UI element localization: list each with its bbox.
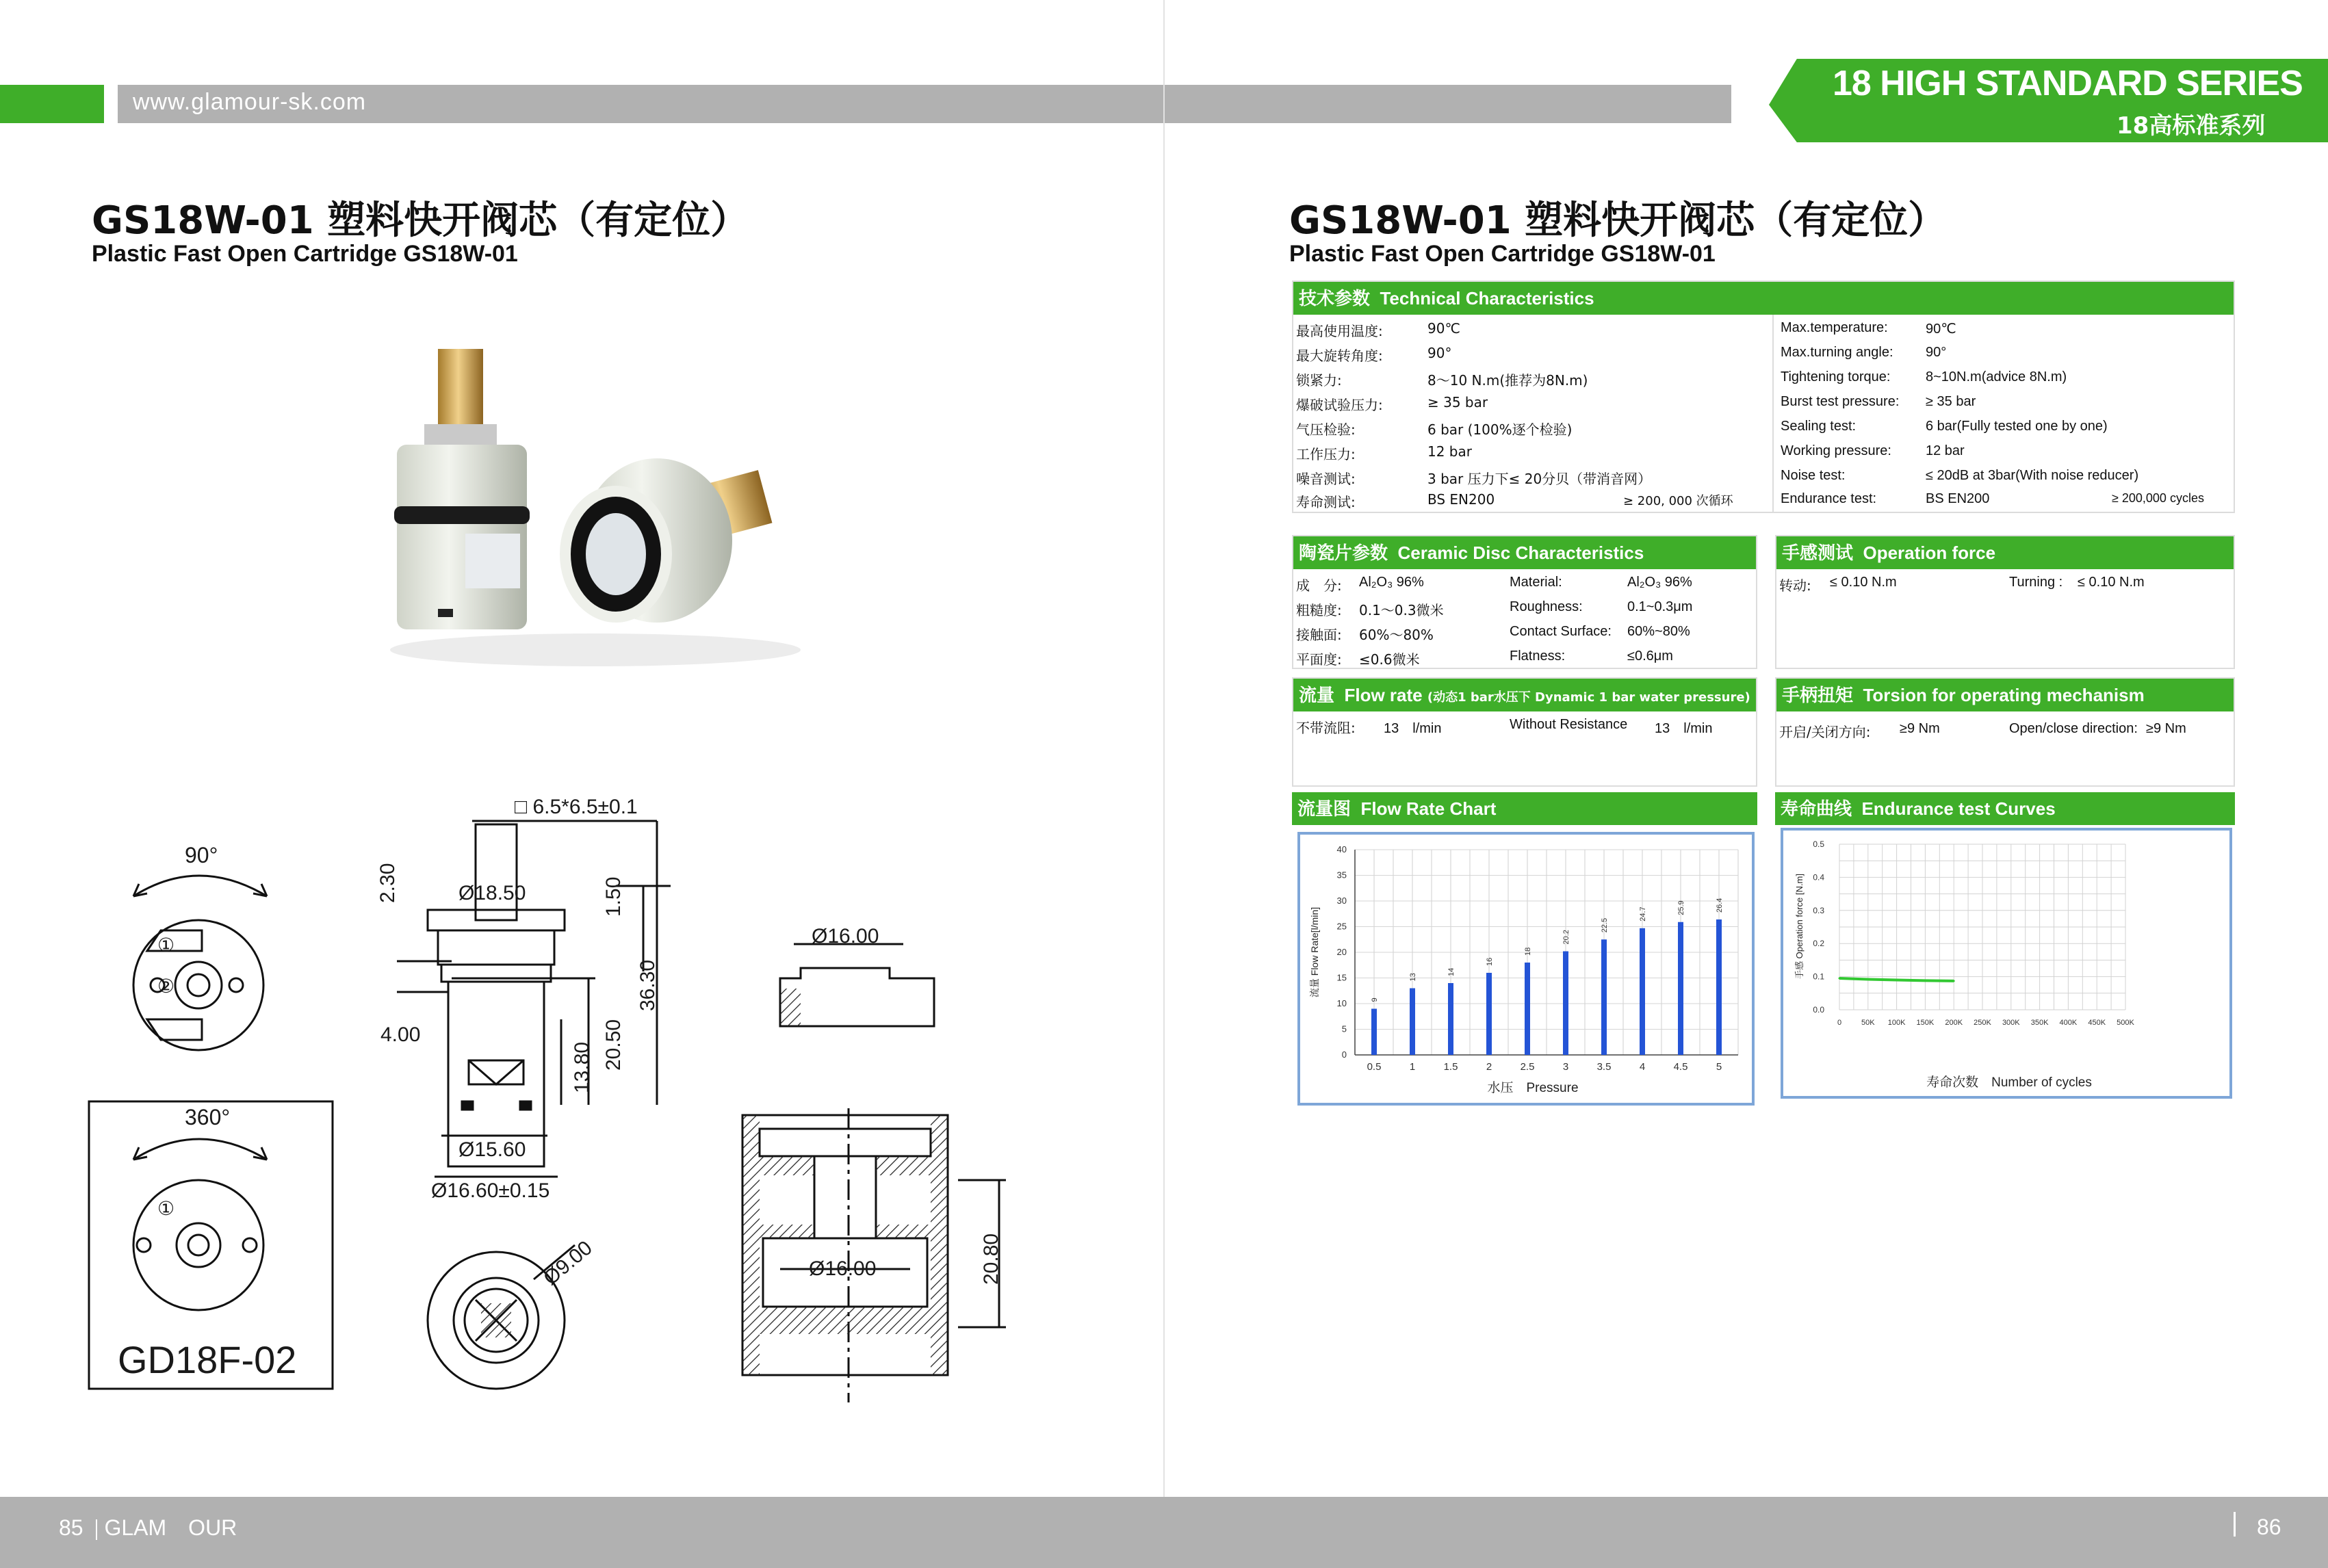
x-tick-label: 2 [1486, 1061, 1492, 1073]
product-photo [370, 335, 890, 677]
tech-row-value-en: ≥ 35 bar [1926, 394, 1976, 409]
dim-d16-00-top: Ø16.00 [812, 925, 879, 948]
right-page-title: GS18W-01 塑料快开阀芯（有定位） [1289, 198, 1947, 243]
x-tick-label: 300K [2002, 1019, 2020, 1027]
torsion-panel-header: 手柄扭矩 Torsion for operating mechanism [1776, 679, 2234, 711]
tech-row-label: 锁紧力: [1296, 372, 1342, 389]
x-tick-label: 3.5 [1596, 1061, 1612, 1073]
tech-row-value-en: BS EN200 [1926, 491, 1990, 506]
tech-row-value: 8～10 N.m(推荐为8N.m) [1427, 372, 1588, 389]
tech-row-value-en: 8~10N.m(advice 8N.m) [1926, 369, 2067, 384]
flow-chart-header: 流量图 Flow Rate Chart [1292, 792, 1757, 825]
dim-d15-60: Ø15.60 [458, 1138, 526, 1161]
bar [1678, 922, 1683, 1055]
dim-d16-60: Ø16.60±0.15 [431, 1179, 550, 1202]
y-tick-label: 0.1 [1813, 971, 1824, 982]
operation-panel-header: 手感测试 Operation force [1776, 536, 2234, 569]
data-point [1839, 978, 1841, 980]
footer-bar [0, 1497, 2328, 1568]
x-tick-label: 450K [2088, 1019, 2106, 1027]
y-tick-label: 30 [1336, 896, 1347, 906]
torsion-panel [1775, 677, 2235, 787]
ceramic-row-label-en: Contact Surface: [1510, 624, 1612, 639]
tech-row-label: 气压检验: [1296, 421, 1356, 438]
dim-d16-00-section: Ø16.00 [809, 1257, 877, 1280]
bar-value-label: 13 [1409, 973, 1417, 982]
y-tick-label: 0.4 [1813, 872, 1824, 883]
footer-left [59, 1511, 237, 1542]
y-tick-label: 25 [1336, 921, 1347, 932]
flow-label: 不带流阻: [1296, 720, 1356, 736]
endurance-chart [1781, 828, 2232, 1099]
tech-row-label: 寿命测试: [1296, 494, 1356, 510]
x-tick-label: 400K [2059, 1019, 2078, 1027]
y-tick-label: 0 [1341, 1049, 1347, 1060]
dim-1-50: 1.50 [602, 876, 625, 917]
x-tick-label: 4 [1639, 1061, 1646, 1073]
tech-row-value: 12 bar [1427, 443, 1472, 460]
tech-row-label-en: Max.turning angle: [1781, 345, 1893, 360]
torsion-value: ≥9 Nm [1900, 721, 1940, 736]
operation-label: 转动: [1779, 577, 1811, 594]
position-1-marker-360: ① [157, 1198, 175, 1219]
tech-row-extra: ≥ 200, 000 次循环 [1623, 494, 1733, 508]
bar [1601, 939, 1607, 1055]
endurance-chart-svg [1783, 831, 2229, 1096]
ceramic-row-label-en: Material: [1510, 575, 1562, 590]
dim-36-30: 36.30 [636, 959, 659, 1011]
x-tick-label: 150K [1916, 1019, 1935, 1027]
tech-row-value: ≥ 35 bar [1427, 394, 1488, 410]
ceramic-row-value-en: ≤0.6μm [1627, 649, 1673, 664]
tech-row-value: 90℃ [1427, 320, 1460, 337]
x-tick-label: 2.5 [1520, 1061, 1535, 1073]
flow-value: 13 l/min [1384, 721, 1442, 736]
y-tick-label: 0.3 [1813, 905, 1824, 915]
y-axis-label: 手感 Operation force [N.m] [1794, 874, 1805, 979]
y-tick-label: 40 [1336, 844, 1347, 854]
footer-divider [96, 1519, 97, 1540]
tech-row-label-en: Sealing test: [1781, 419, 1857, 434]
tech-row-label-en: Endurance test: [1781, 491, 1877, 506]
y-tick-label: 0.5 [1813, 839, 1824, 849]
ceramic-row-label: 平面度: [1296, 651, 1342, 668]
bar [1640, 928, 1645, 1055]
flow-value-en: 13 l/min [1655, 721, 1713, 736]
tech-panel [1292, 280, 2235, 513]
flow-panel [1292, 677, 1757, 787]
tech-row-extra-en: ≥ 200,000 cycles [2112, 491, 2204, 505]
y-tick-label: 0.0 [1813, 1005, 1824, 1015]
bar [1448, 983, 1453, 1055]
operation-label-en: Turning : [2009, 575, 2063, 590]
data-point [1953, 980, 1955, 982]
x-tick-label: 1 [1409, 1061, 1416, 1073]
bar [1716, 919, 1722, 1055]
x-tick-label: 0 [1837, 1019, 1842, 1027]
bar-value-label: 20.2 [1562, 930, 1570, 945]
dim-13-80: 13.80 [571, 1041, 593, 1093]
right-page-subtitle: Plastic Fast Open Cartridge GS18W-01 [1289, 241, 1716, 267]
ceramic-row-value-en: 60%~80% [1627, 624, 1690, 639]
ceramic-row-label: 粗糙度: [1296, 602, 1342, 618]
dim-20-80: 20.80 [980, 1233, 1003, 1285]
dim-4-00: 4.00 [380, 1023, 421, 1046]
tech-row-label-en: Burst test pressure: [1781, 394, 1900, 409]
operation-value-en: ≤ 0.10 N.m [2078, 575, 2145, 590]
ceramic-row-value: ≤0.6微米 [1359, 651, 1420, 668]
website-url[interactable]: www.glamour-sk.com [133, 89, 367, 115]
tech-row-value-en: 90° [1926, 345, 1947, 360]
x-axis-label: 寿命次数 Number of cycles [1926, 1075, 2092, 1090]
x-tick-label: 100K [1887, 1019, 1906, 1027]
ceramic-panel-header: 陶瓷片参数 Ceramic Disc Characteristics [1293, 536, 1756, 569]
operation-value: ≤ 0.10 N.m [1830, 575, 1897, 590]
ceramic-row-value: 0.1～0.3微米 [1359, 602, 1444, 618]
bar [1410, 989, 1415, 1056]
ceramic-row-label: 接触面: [1296, 627, 1342, 643]
ceramic-row-value-en: Al₂O₃ 96% [1627, 575, 1692, 590]
bar [1486, 973, 1492, 1055]
tech-row-value-en: ≤ 20dB at 3bar(With noise reducer) [1926, 468, 2139, 483]
x-axis-label: 水压 Pressure [1487, 1081, 1579, 1095]
tech-panel-header: 技术参数 Technical Characteristics [1293, 282, 2234, 315]
dim-20-50: 20.50 [602, 1019, 625, 1071]
bar [1563, 952, 1568, 1056]
y-axis-label: 流量 Flow Rate[l/min] [1309, 906, 1320, 998]
footer-brand: GLAM OUR [104, 1515, 237, 1540]
tech-row-value-en: 90℃ [1926, 322, 1956, 337]
tech-row-value-en: 12 bar [1926, 443, 1965, 458]
y-tick-label: 10 [1336, 998, 1347, 1008]
ceramic-row-value-en: 0.1~0.3μm [1627, 599, 1693, 614]
tech-row-label: 爆破试验压力: [1296, 397, 1383, 413]
tech-row-label-en: Tightening torque: [1781, 369, 1891, 384]
ceramic-row-value: 60%～80% [1359, 627, 1434, 643]
dim-d9-00: Ø9.00 [539, 1236, 597, 1290]
ceramic-row-value: Al₂O₃ 96% [1359, 575, 1424, 590]
left-page-number: 85 [59, 1515, 83, 1540]
series-title-cn: 18高标准系列 [2117, 112, 2266, 140]
model-label: GD18F-02 [118, 1338, 297, 1381]
x-tick-label: 350K [2030, 1019, 2049, 1027]
flow-rate-chart-svg [1300, 835, 1752, 1103]
x-tick-label: 4.5 [1673, 1061, 1688, 1073]
x-tick-label: 50K [1861, 1019, 1875, 1027]
angle-90-label: 90° [185, 843, 218, 867]
y-tick-label: 0.2 [1813, 939, 1824, 949]
tech-divider [1772, 315, 1774, 512]
data-point [1896, 979, 1898, 981]
tech-row-label-en: Max.temperature: [1781, 320, 1888, 335]
header-green-tab [0, 85, 104, 123]
y-tick-label: 5 [1341, 1023, 1347, 1034]
position-1-marker: ① [157, 935, 175, 956]
position-2-marker: ② [157, 976, 175, 997]
left-page-subtitle: Plastic Fast Open Cartridge GS18W-01 [92, 241, 518, 267]
dim-square: □ 6.5*6.5±0.1 [515, 796, 638, 818]
torsion-label: 开启/关闭方向: [1779, 724, 1871, 740]
angle-360-label: 360° [185, 1105, 231, 1129]
y-tick-label: 20 [1336, 947, 1347, 957]
torsion-label-en: Open/close direction: [2009, 721, 2138, 736]
bar-value-label: 9 [1371, 997, 1379, 1002]
bar-value-label: 22.5 [1601, 917, 1609, 933]
flow-panel-header: 流量 Flow rate (动态1 bar水压下 Dynamic 1 bar water pressure) [1293, 679, 1756, 711]
flow-rate-chart [1297, 832, 1755, 1106]
left-page-title: GS18W-01 塑料快开阀芯（有定位） [92, 198, 749, 243]
tech-row-value-en: 6 bar(Fully tested one by one) [1926, 419, 2108, 434]
tech-row-value: 6 bar (100%逐个检验) [1427, 421, 1573, 438]
bar-value-label: 16 [1486, 957, 1494, 966]
square-symbol: □ [515, 796, 533, 818]
dim-2-30: 2.30 [376, 863, 399, 903]
ceramic-row-label: 成 分: [1296, 577, 1342, 594]
footer-right-divider [2234, 1512, 2236, 1537]
right-page-number: 86 [2257, 1515, 2281, 1539]
tech-row-label-en: Working pressure: [1781, 443, 1891, 458]
bar [1371, 1009, 1377, 1056]
tech-row-label-en: Noise test: [1781, 468, 1846, 483]
ceramic-row-label-en: Roughness: [1510, 599, 1583, 614]
y-tick-label: 15 [1336, 972, 1347, 983]
x-tick-label: 500K [2117, 1019, 2134, 1027]
bar [1525, 963, 1530, 1055]
bar-value-label: 18 [1524, 947, 1532, 956]
tech-row-label: 噪音测试: [1296, 471, 1356, 487]
x-tick-label: 1.5 [1443, 1061, 1458, 1073]
endurance-chart-header: 寿命曲线 Endurance test Curves [1775, 792, 2235, 825]
tech-row-label: 最大旋转角度: [1296, 348, 1383, 364]
tech-row-label: 最高使用温度: [1296, 323, 1383, 339]
x-tick-label: 5 [1716, 1061, 1722, 1073]
dim-d18-50: Ø18.50 [458, 882, 526, 904]
x-tick-label: 250K [1974, 1019, 1991, 1027]
page-spine [1163, 0, 1165, 1568]
bar-value-label: 14 [1447, 967, 1456, 976]
x-tick-label: 3 [1562, 1061, 1569, 1073]
bar-value-label: 24.7 [1639, 906, 1647, 922]
operation-panel [1775, 535, 2235, 669]
bar-value-label: 25.9 [1677, 900, 1685, 915]
torsion-value-en: ≥9 Nm [2146, 721, 2186, 736]
data-point [1867, 978, 1869, 980]
ceramic-row-label-en: Flatness: [1510, 649, 1566, 664]
y-tick-label: 35 [1336, 870, 1347, 880]
tech-row-value: BS EN200 [1427, 491, 1495, 508]
bar-value-label: 26.4 [1716, 898, 1724, 913]
x-tick-label: 200K [1945, 1019, 1963, 1027]
tech-row-label: 工作压力: [1296, 446, 1356, 462]
ceramic-panel [1292, 535, 1757, 669]
data-point [1924, 980, 1926, 982]
technical-drawing [68, 787, 1040, 1416]
flow-label-en: Without Resistance [1510, 717, 1628, 732]
x-tick-label: 0.5 [1367, 1061, 1382, 1073]
tech-row-value: 3 bar 压力下≤ 20分贝（带消音网） [1427, 471, 1652, 487]
series-title-en: 18 HIGH STANDARD SERIES [1833, 64, 2303, 103]
tech-row-value: 90° [1427, 345, 1452, 361]
